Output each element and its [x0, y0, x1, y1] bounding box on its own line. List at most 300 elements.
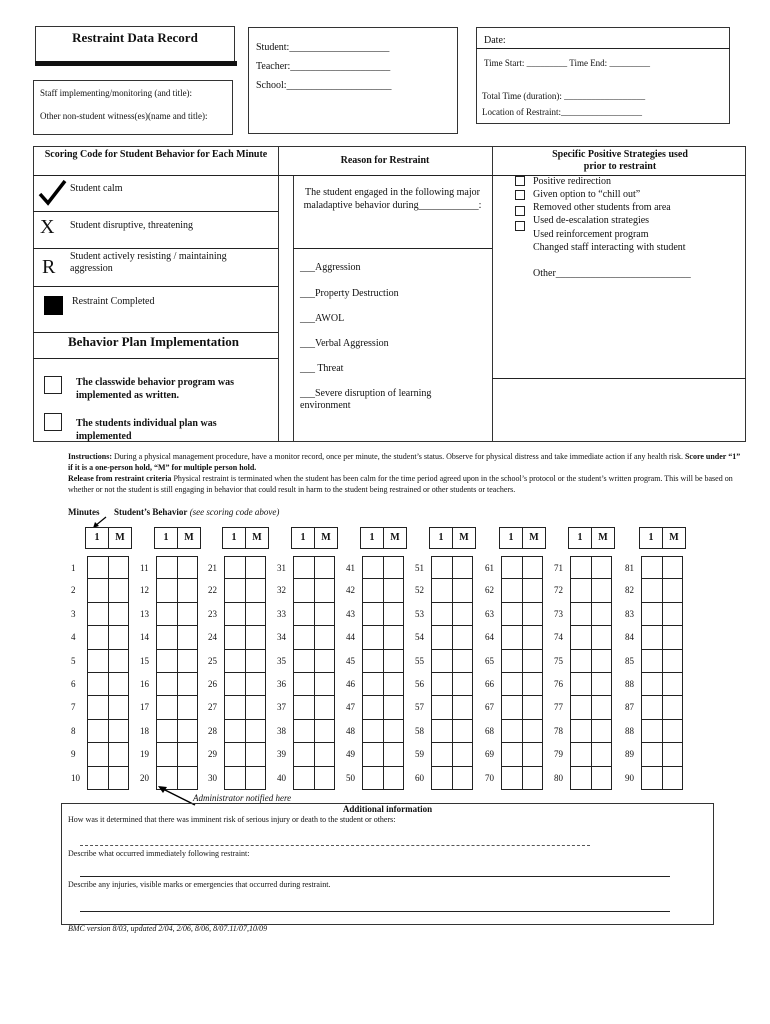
column-header	[499, 527, 546, 549]
multiple-person-cell[interactable]	[452, 626, 473, 648]
minute-row	[208, 650, 266, 673]
one-person-cell[interactable]	[502, 626, 522, 648]
one-person-cell[interactable]	[502, 743, 522, 765]
one-person-cell[interactable]	[432, 579, 452, 601]
one-person-cell[interactable]	[157, 720, 177, 742]
multiple-person-cell[interactable]	[452, 696, 473, 718]
multiple-person-cell[interactable]	[383, 626, 404, 648]
instructions-label: Instructions:	[68, 452, 113, 461]
multiple-person-cell[interactable]	[662, 673, 683, 695]
minute-row	[71, 556, 129, 579]
minute-number: 20	[140, 772, 149, 783]
multiple-person-cell[interactable]	[662, 720, 683, 742]
multiple-person-cell[interactable]	[591, 767, 612, 789]
one-person-cell[interactable]	[157, 743, 177, 765]
minute-number: 54	[415, 632, 424, 643]
minute-row	[625, 579, 683, 602]
multiple-person-cell[interactable]	[383, 579, 404, 601]
one-person-cell[interactable]	[642, 720, 662, 742]
multiple-person-cell[interactable]	[662, 579, 683, 601]
one-person-cell[interactable]	[432, 673, 452, 695]
one-person-cell[interactable]	[432, 767, 452, 789]
multiple-person-cell[interactable]	[314, 650, 335, 672]
release-label: Release from restraint criteria	[68, 474, 172, 483]
one-person-cell[interactable]	[294, 557, 314, 578]
multiple-person-cell[interactable]	[452, 650, 473, 672]
multiple-person-cell[interactable]	[383, 673, 404, 695]
title-bar	[35, 61, 237, 66]
multiple-person-cell[interactable]	[108, 696, 129, 718]
one-person-cell[interactable]	[571, 557, 591, 578]
multiple-person-cell[interactable]	[177, 626, 198, 648]
one-person-cell[interactable]	[294, 579, 314, 601]
minute-row	[277, 650, 335, 673]
minute-cells	[208, 556, 266, 790]
multiple-person-cell[interactable]	[452, 767, 473, 789]
multiple-person-cell[interactable]	[662, 603, 683, 625]
one-person-cell[interactable]	[363, 720, 383, 742]
minute-number: 6	[71, 678, 76, 689]
multiple-person-cell[interactable]	[314, 626, 335, 648]
multiple-person-header: M	[662, 528, 685, 548]
footer-version: BMC version 8/03, updated 2/04, 2/06, 8/06, 8/07.11/07,10/09	[68, 924, 268, 933]
multiple-person-cell[interactable]	[383, 743, 404, 765]
minute-number: 25	[208, 655, 217, 666]
time-field[interactable]: Time Start: _________ Time End: _________	[484, 58, 650, 68]
one-person-cell[interactable]	[157, 650, 177, 672]
minute-row	[554, 767, 612, 790]
one-person-cell[interactable]	[363, 626, 383, 648]
minute-number: 55	[415, 655, 424, 666]
one-person-cell[interactable]	[225, 696, 245, 718]
minute-row	[140, 579, 198, 602]
multiple-person-cell[interactable]	[452, 673, 473, 695]
one-person-cell[interactable]	[363, 767, 383, 789]
one-person-cell[interactable]	[571, 650, 591, 672]
multiple-person-cell[interactable]	[108, 557, 129, 578]
strategy-checkbox-2[interactable]	[515, 190, 525, 200]
multiple-person-cell[interactable]	[522, 720, 543, 742]
reason-awol[interactable]: ___AWOL	[300, 313, 345, 324]
minute-number: 64	[485, 632, 494, 643]
multiple-person-cell[interactable]	[662, 696, 683, 718]
strategy-other-field[interactable]: Other___________________________	[533, 268, 691, 279]
reason-aggression[interactable]: ___Aggression	[300, 262, 361, 273]
one-person-cell[interactable]	[157, 696, 177, 718]
multiple-person-cell[interactable]	[177, 557, 198, 578]
multiple-person-cell[interactable]	[662, 626, 683, 648]
minute-row	[485, 673, 543, 696]
one-person-cell[interactable]	[294, 767, 314, 789]
filled-square-icon	[44, 296, 63, 315]
one-person-cell[interactable]	[502, 603, 522, 625]
score-note: Score under “1” if it is a one-person hold, “M” for multiple person hold.	[68, 452, 741, 472]
witness-field[interactable]: Other non-student witness(es)(name and title):	[40, 111, 208, 121]
one-person-cell[interactable]	[571, 720, 591, 742]
multiple-person-cell[interactable]	[452, 720, 473, 742]
minute-number: 57	[415, 702, 424, 713]
minute-cells	[140, 556, 198, 790]
location-field[interactable]: Location of Restraint:__________________	[482, 107, 642, 117]
one-person-cell[interactable]	[363, 603, 383, 625]
multiple-person-cell[interactable]	[662, 767, 683, 789]
multiple-person-cell[interactable]	[245, 650, 266, 672]
multiple-person-cell[interactable]	[108, 767, 129, 789]
one-person-cell[interactable]	[88, 743, 108, 765]
one-person-cell[interactable]	[432, 696, 452, 718]
one-person-cell[interactable]	[432, 557, 452, 578]
one-person-cell[interactable]	[294, 743, 314, 765]
minute-number: 33	[277, 608, 286, 619]
minute-row	[625, 696, 683, 719]
one-person-cell[interactable]	[157, 673, 177, 695]
classwide-label: The classwide behavior program was implemented as written.	[76, 377, 234, 401]
multiple-person-cell[interactable]	[662, 743, 683, 765]
minute-row	[140, 556, 198, 579]
one-person-cell[interactable]	[642, 673, 662, 695]
one-person-cell[interactable]	[225, 720, 245, 742]
multiple-person-cell[interactable]	[108, 650, 129, 672]
one-person-cell[interactable]	[432, 650, 452, 672]
one-person-cell[interactable]	[363, 673, 383, 695]
individual-plan-checkbox[interactable]	[44, 413, 62, 431]
one-person-cell[interactable]	[88, 626, 108, 648]
multiple-person-cell[interactable]	[591, 650, 612, 672]
minute-number: 78	[554, 725, 563, 736]
multiple-person-cell[interactable]	[591, 603, 612, 625]
minute-row	[71, 673, 129, 696]
minute-number: 68	[485, 725, 494, 736]
reason-threat[interactable]: ___ Threat	[300, 363, 344, 374]
strategy-checkbox-1[interactable]	[515, 176, 525, 186]
minute-cells	[554, 556, 612, 790]
minute-number: 3	[71, 608, 76, 619]
minute-number: 13	[140, 608, 149, 619]
multiple-person-cell[interactable]	[452, 579, 473, 601]
one-person-cell[interactable]	[642, 696, 662, 718]
strategy-checkbox-3[interactable]	[515, 206, 525, 216]
multiple-person-cell[interactable]	[591, 720, 612, 742]
one-person-cell[interactable]	[363, 743, 383, 765]
multiple-person-cell[interactable]	[591, 626, 612, 648]
multiple-person-cell[interactable]	[177, 696, 198, 718]
multiple-person-cell[interactable]	[177, 720, 198, 742]
minute-row	[554, 603, 612, 626]
staff-field[interactable]: Staff implementing/monitoring (and title):	[40, 88, 193, 98]
multiple-person-cell[interactable]	[108, 673, 129, 695]
multiple-person-cell[interactable]	[591, 673, 612, 695]
strategy-item: Given option to “chill out”	[533, 189, 641, 200]
multiple-person-cell[interactable]	[383, 696, 404, 718]
multiple-person-cell[interactable]	[177, 603, 198, 625]
one-person-cell[interactable]	[157, 579, 177, 601]
one-person-cell[interactable]	[157, 557, 177, 578]
reason-severe[interactable]: ___Severe disruption of learning environment	[300, 388, 432, 411]
multiple-person-cell[interactable]	[245, 579, 266, 601]
multiple-person-cell[interactable]	[314, 767, 335, 789]
one-person-cell[interactable]	[294, 650, 314, 672]
minute-number: 27	[208, 702, 217, 713]
minute-number: 71	[554, 563, 563, 573]
one-person-cell[interactable]	[571, 626, 591, 648]
one-person-cell[interactable]	[225, 557, 245, 578]
teacher-field[interactable]: Teacher:____________________	[256, 61, 391, 72]
one-person-cell[interactable]	[88, 720, 108, 742]
one-person-cell[interactable]	[88, 673, 108, 695]
multiple-person-cell[interactable]	[452, 557, 473, 578]
one-person-cell[interactable]	[502, 579, 522, 601]
minute-number: 14	[140, 632, 149, 643]
minute-number: 24	[208, 632, 217, 643]
one-person-cell[interactable]	[571, 767, 591, 789]
multiple-person-cell[interactable]	[108, 579, 129, 601]
multiple-person-cell[interactable]	[522, 603, 543, 625]
multiple-person-cell[interactable]	[383, 720, 404, 742]
multiple-person-header: M	[452, 528, 475, 548]
minute-row	[346, 603, 404, 626]
date-field[interactable]: Date:	[484, 35, 506, 46]
multiple-person-cell[interactable]	[591, 579, 612, 601]
one-person-cell[interactable]	[294, 720, 314, 742]
multiple-person-cell[interactable]	[245, 626, 266, 648]
one-person-cell[interactable]	[502, 696, 522, 718]
minute-row	[625, 673, 683, 696]
one-person-cell[interactable]	[88, 696, 108, 718]
minute-number: 70	[485, 772, 494, 783]
one-person-cell[interactable]	[363, 696, 383, 718]
multiple-person-cell[interactable]	[314, 743, 335, 765]
one-person-cell[interactable]	[642, 603, 662, 625]
multiple-person-cell[interactable]	[245, 767, 266, 789]
multiple-person-cell[interactable]	[245, 696, 266, 718]
multiple-person-cell[interactable]	[662, 557, 683, 578]
multiple-person-cell[interactable]	[452, 603, 473, 625]
minute-number: 52	[415, 585, 424, 596]
minute-row	[415, 626, 473, 649]
multiple-person-cell[interactable]	[452, 743, 473, 765]
score-label-completed: Restraint Completed	[72, 296, 155, 307]
one-person-cell[interactable]	[157, 626, 177, 648]
one-person-cell[interactable]	[294, 603, 314, 625]
minute-number: 51	[415, 563, 424, 573]
one-person-cell[interactable]	[502, 767, 522, 789]
one-person-cell[interactable]	[642, 626, 662, 648]
multiple-person-cell[interactable]	[108, 743, 129, 765]
one-person-cell[interactable]	[432, 603, 452, 625]
minute-row	[277, 626, 335, 649]
multiple-person-cell[interactable]	[522, 673, 543, 695]
q3-line[interactable]	[80, 911, 670, 912]
column-header	[291, 527, 338, 549]
column-header	[568, 527, 615, 549]
reason-property[interactable]: ___Property Destruction	[300, 288, 399, 299]
minute-number: 10	[71, 772, 80, 783]
one-person-cell[interactable]	[571, 743, 591, 765]
strategy-item: Removed other students from area	[533, 202, 671, 213]
multiple-person-cell[interactable]	[522, 767, 543, 789]
multiple-person-header: M	[245, 528, 268, 548]
minute-row	[71, 767, 129, 790]
one-person-cell[interactable]	[432, 626, 452, 648]
one-person-cell[interactable]	[571, 696, 591, 718]
minute-row	[485, 626, 543, 649]
one-person-cell[interactable]	[571, 673, 591, 695]
behavior-label	[114, 507, 279, 517]
one-person-cell[interactable]	[363, 650, 383, 672]
minute-number: 34	[277, 632, 286, 643]
minute-number: 22	[208, 585, 217, 596]
multiple-person-cell[interactable]	[314, 603, 335, 625]
minute-row	[71, 720, 129, 743]
one-person-cell[interactable]	[225, 673, 245, 695]
multiple-person-cell[interactable]	[314, 720, 335, 742]
minute-number: 47	[346, 702, 355, 713]
multiple-person-cell[interactable]	[314, 557, 335, 578]
multiple-person-cell[interactable]	[245, 557, 266, 578]
q1-line[interactable]	[80, 845, 590, 846]
one-person-header: 1	[577, 532, 583, 543]
minute-row	[71, 650, 129, 673]
one-person-cell[interactable]	[88, 579, 108, 601]
multiple-person-cell[interactable]	[314, 579, 335, 601]
one-person-cell[interactable]	[432, 743, 452, 765]
minute-number: 61	[485, 563, 494, 573]
multiple-person-cell[interactable]	[522, 650, 543, 672]
multiple-person-cell[interactable]	[522, 626, 543, 648]
multiple-person-cell[interactable]	[108, 603, 129, 625]
one-person-cell[interactable]	[225, 603, 245, 625]
one-person-cell[interactable]	[502, 650, 522, 672]
strategy-item: Used reinforcement program	[533, 229, 649, 240]
multiple-person-cell[interactable]	[245, 720, 266, 742]
minute-row	[485, 650, 543, 673]
school-field[interactable]: School:_____________________	[256, 80, 392, 91]
multiple-person-cell[interactable]	[245, 743, 266, 765]
one-person-cell[interactable]	[571, 603, 591, 625]
one-person-cell[interactable]	[225, 743, 245, 765]
reason-verbal[interactable]: ___Verbal Aggression	[300, 338, 389, 349]
minute-row	[625, 720, 683, 743]
multiple-person-cell[interactable]	[522, 557, 543, 578]
minute-row	[415, 743, 473, 766]
strategy-checkbox-4[interactable]	[515, 221, 525, 231]
minute-number: 17	[140, 702, 149, 713]
minute-number: 50	[346, 772, 355, 783]
one-person-cell[interactable]	[642, 743, 662, 765]
multiple-person-cell[interactable]	[383, 557, 404, 578]
multiple-person-cell[interactable]	[522, 579, 543, 601]
one-person-cell[interactable]	[88, 767, 108, 789]
one-person-cell[interactable]	[502, 557, 522, 578]
one-person-cell[interactable]	[571, 579, 591, 601]
multiple-person-cell[interactable]	[522, 696, 543, 718]
col-divider-3	[492, 146, 493, 442]
one-person-cell[interactable]	[642, 557, 662, 578]
multiple-person-cell[interactable]	[108, 720, 129, 742]
minute-number: 62	[485, 585, 494, 596]
multiple-person-cell[interactable]	[591, 696, 612, 718]
one-person-cell[interactable]	[363, 557, 383, 578]
minute-number: 11	[140, 563, 149, 573]
multiple-person-cell[interactable]	[177, 579, 198, 601]
minute-row	[140, 603, 198, 626]
strategy-item: Changed staff interacting with student	[533, 242, 686, 253]
one-person-cell[interactable]	[225, 650, 245, 672]
multiple-person-cell[interactable]	[314, 696, 335, 718]
one-person-cell[interactable]	[225, 579, 245, 601]
one-person-header: 1	[300, 532, 306, 543]
minute-row	[140, 720, 198, 743]
minute-row	[208, 556, 266, 579]
minute-number: 63	[485, 608, 494, 619]
column-header	[429, 527, 476, 549]
minute-number: 84	[625, 632, 634, 643]
page-title: Restraint Data Record	[72, 30, 198, 45]
total-time-field[interactable]: Total Time (duration): __________________	[482, 91, 646, 101]
minute-row	[554, 696, 612, 719]
one-person-cell[interactable]	[225, 626, 245, 648]
multiple-person-cell[interactable]	[177, 673, 198, 695]
one-person-cell[interactable]	[88, 650, 108, 672]
one-person-cell[interactable]	[88, 603, 108, 625]
student-field[interactable]: Student:____________________	[256, 42, 390, 53]
one-person-cell[interactable]	[294, 673, 314, 695]
q2-line[interactable]	[80, 876, 670, 877]
multiple-person-cell[interactable]	[177, 650, 198, 672]
one-person-cell[interactable]	[294, 696, 314, 718]
one-person-cell[interactable]	[432, 720, 452, 742]
column-header	[154, 527, 201, 549]
minute-number: 74	[554, 632, 563, 643]
minute-row	[208, 673, 266, 696]
instructions-text	[68, 451, 746, 495]
minute-row	[415, 720, 473, 743]
one-person-cell[interactable]	[294, 626, 314, 648]
minute-row	[554, 650, 612, 673]
scoring-heading: Scoring Code for Student Behavior for Each Minute	[44, 149, 268, 160]
multiple-person-cell[interactable]	[314, 673, 335, 695]
one-person-cell[interactable]	[502, 673, 522, 695]
release-body: Physical restraint is terminated when the student has been calm for the time period agreed upon in the school’s protocol or the student’s written program. This will be based on whether or not the student is still engaging in behavior that could result in harm to the student being restrained or other students or teachers.	[68, 474, 733, 494]
minute-number: 45	[346, 655, 355, 666]
multiple-person-cell[interactable]	[245, 673, 266, 695]
one-person-cell[interactable]	[642, 767, 662, 789]
multiple-person-cell[interactable]	[591, 743, 612, 765]
classwide-checkbox[interactable]	[44, 376, 62, 394]
minutes-label: Minutes	[68, 507, 100, 517]
minute-number: 73	[554, 608, 563, 619]
one-person-cell[interactable]	[157, 603, 177, 625]
one-person-cell[interactable]	[502, 720, 522, 742]
multiple-person-cell[interactable]	[108, 626, 129, 648]
multiple-person-cell[interactable]	[245, 603, 266, 625]
one-person-cell[interactable]	[642, 579, 662, 601]
multiple-person-cell[interactable]	[522, 743, 543, 765]
multiple-person-cell[interactable]	[383, 603, 404, 625]
multiple-person-cell[interactable]	[591, 557, 612, 578]
minute-row	[625, 626, 683, 649]
one-person-cell[interactable]	[88, 557, 108, 578]
one-person-cell[interactable]	[363, 579, 383, 601]
r-symbol-icon: R	[42, 256, 56, 278]
minute-row	[71, 626, 129, 649]
multiple-person-cell[interactable]	[383, 767, 404, 789]
multiple-person-cell[interactable]	[662, 650, 683, 672]
one-person-cell[interactable]	[642, 650, 662, 672]
multiple-person-cell[interactable]	[383, 650, 404, 672]
multiple-person-cell[interactable]	[177, 743, 198, 765]
one-person-cell[interactable]	[225, 767, 245, 789]
